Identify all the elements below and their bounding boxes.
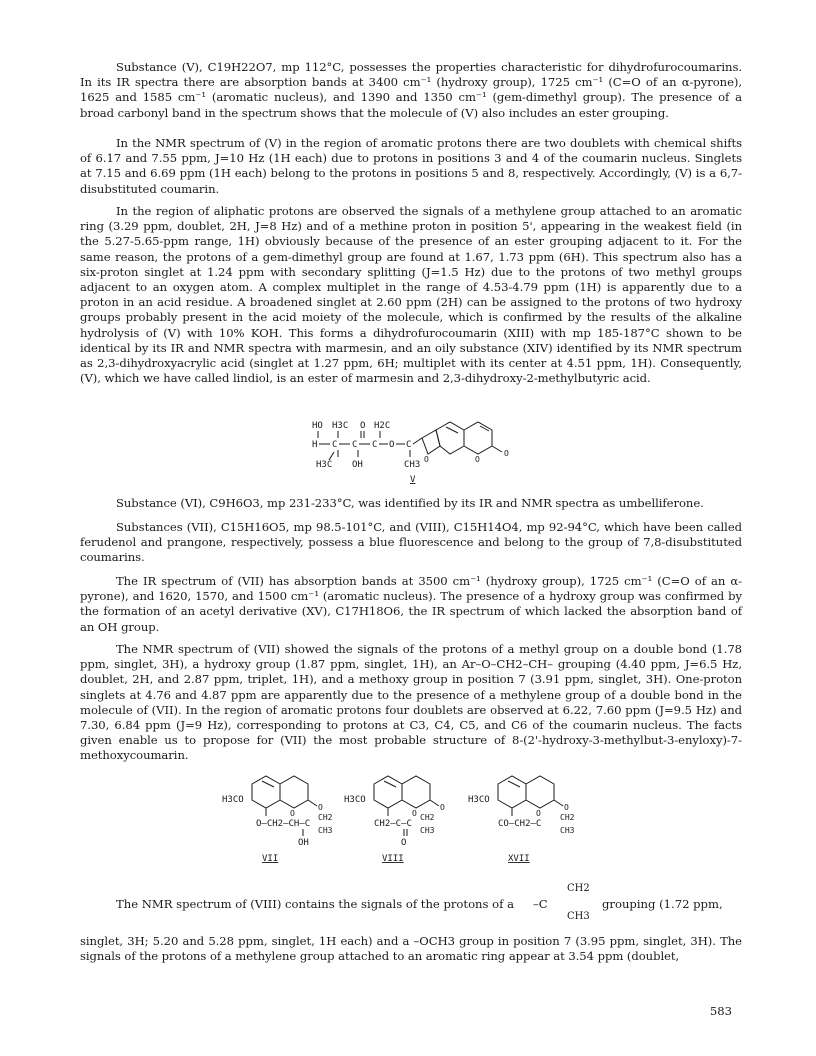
structure-viii-ring-o1: O (412, 809, 417, 818)
paragraph-8-start: The NMR spectrum of (VIII) contains the signals of the protons of a (116, 897, 515, 911)
structure-v-drawing (312, 416, 522, 486)
structure-vii-label: VII (262, 854, 279, 864)
structure-v-c4: C (406, 440, 412, 450)
structure-v-double-bond (446, 427, 458, 433)
structure-v (312, 416, 522, 486)
structure-v-ch3: CH3 (404, 460, 421, 470)
paragraph-8: singlet, 3H; 5.20 and 5.28 ppm, singlet, 1H each) and a –OCH3 group in position 7 (3.95 ppm, singlet, 3H). The signals of the protons of a methylene group attached to an aromatic ring appear at 3.54 ppm (doublet, (80, 934, 742, 964)
structure-v-h3c-bottom: H3C (316, 460, 333, 470)
structure-v-h2c-top: H2C (374, 421, 391, 431)
structure-xvii-ch3: CH3 (560, 826, 575, 835)
structure-v-pyrone-ring (464, 422, 492, 454)
structure-vii-double-bond (262, 781, 274, 787)
structure-v-o-chain: O (389, 440, 395, 450)
structure-v-benzene-ring (436, 422, 464, 454)
structure-v-ho: HO (312, 421, 323, 431)
page-number: 583 (709, 1004, 732, 1018)
paragraph-7-block (80, 642, 742, 764)
paragraph-7: The NMR spectrum of (VII) showed the signals of the protons of a methyl group on a double bond (1.78 ppm, singlet, 3H), a hydroxy group (1.87 ppm, singlet, 1H), an Ar–O–CH2–CH– grouping (4.40 ppm, J=6.5 Hz, doublet, 2H, and 2.87 ppm, triplet, 1H), and a methoxy group in position 7 (3.91 ppm, singlet, 3H). One-proton singlets at 4.76 and 4.87 ppm are apparently due to the presence of a methylene group of a double bond in the molecule of (VII). In the region of aromatic protons four doublets are observed at 6.22, 7.60 ppm (J=9.5 Hz) and 7.30, 6.84 ppm (J=9 Hz), corresponding to protons at C3, C4, C5, and C6 of the coumarin nucleus. The facts given enable us to propose for (VII) the most probable structure of 8-(2'-hydroxy-3-methylbut-3-enyloxy)-7-methoxycoumarin. (80, 642, 742, 763)
structure-vii-drawing (222, 770, 348, 866)
structure-viii-label: VIII (382, 854, 404, 864)
structure-viii-ring-o2: O (440, 803, 445, 812)
structure-v-h3c-top: H3C (332, 421, 349, 431)
structure-viii (344, 770, 470, 866)
structure-xvii-drawing (468, 770, 594, 866)
structure-viii-h3co: H3CO (344, 795, 366, 805)
structure-xvii-benzene-ring (498, 776, 526, 808)
structure-v-ring-o1: O (424, 455, 429, 464)
structure-xvii-h3co: H3CO (468, 795, 490, 805)
paragraph-2: In the NMR spectrum of (V) in the region of aromatic protons there are two doublets with chemical shifts of 6.17 and 7.55 ppm, J=10 Hz (1H each) due to protons in positions 3 and 4 of the coumarin nucleus. Singlets at 7.15 and 6.69 ppm (1H each) belong to the protons in positions 5 and 8, respectively. Accordingly, (V) is a 6,7-disubstituted coumarin. (80, 136, 742, 196)
structure-xvii-double-bond (508, 781, 520, 787)
structure-viii-carbonyl-o: O (401, 838, 407, 848)
paragraph-1: Substance (V), C19H22O7, mp 112°C, possesses the properties characteristic for dihydrofurocoumarins. In its IR spectra there are absorption bands at 3400 cm⁻¹ (hydroxy group), 1725 cm⁻¹ (C=O of an α-pyrone), 1625 and 1585 cm⁻¹ (aromatic nucleus), and 1390 and 1350 cm⁻¹ (gem-dimethyl group). The presence of a broad carbonyl band in the spectrum shows that the molecule of (V) also includes an ester grouping. (80, 60, 742, 120)
inline-group-top: CH2 (567, 883, 590, 894)
structure-xvii (468, 770, 594, 866)
structure-v-bond (492, 446, 502, 452)
structure-xvii-bond (554, 800, 563, 806)
structure-viii-chain: CH2–C–C (374, 819, 412, 829)
structure-vii-bond (308, 800, 317, 806)
structure-viii-ch3: CH3 (420, 826, 435, 835)
structure-xvii-ring-o1: O (536, 809, 541, 818)
structure-xvii-pyrone-ring (526, 776, 554, 808)
structure-viii-double-bond (384, 781, 396, 787)
paragraph-8-block (80, 934, 742, 964)
paragraph-4-block (80, 496, 742, 511)
structure-v-double-bond (480, 426, 489, 431)
structure-v-bond (413, 438, 422, 444)
structure-vii-h3co: H3CO (222, 795, 244, 805)
structure-v-o-top: O (360, 421, 366, 431)
paragraph-2-block (80, 136, 742, 197)
paragraph-3-block (80, 204, 742, 386)
structure-xvii-label: XVII (508, 854, 530, 864)
structure-v-ring-o3: O (504, 449, 509, 458)
structure-vii-chain: O–CH2–CH–C (256, 819, 311, 829)
structure-v-c2: C (352, 440, 358, 450)
structure-vii-pyrone-ring (280, 776, 308, 808)
structure-v-bond (329, 452, 334, 460)
inline-group-bottom: CH3 (567, 911, 590, 922)
structure-vii-ring-o2: O (318, 803, 323, 812)
paragraph-3: In the region of aliphatic protons are observed the signals of a methylene group attached to an aromatic ring (3.29 ppm, doublet, 2H, J=8 Hz) and of a methine proton in position 5', appearing in the weakest field (in the 5.27-5.65-ppm range, 1H) obviously because of the presence of an ester grouping adjacent to it. For the same reason, the protons of a gem-dimethyl group are found at 1.67, 1.73 ppm (6H). This spectrum also has a six-proton singlet at 1.24 ppm with secondary splitting (J=1.5 Hz) due to the protons of two methyl groups adjacent to an oxygen atom. A complex multiplet in the range of 4.53-4.79 ppm (1H) is apparently due to a proton in an acid residue. A broadened singlet at 2.60 ppm (2H) can be assigned to the protons of two hydroxy groups probably present in the acid moiety of the molecule, which is confirmed by the results of the alkaline hydrolysis of (V) with 10% KOH. This forms a dihydrofurocoumarin (XIII) with mp 185-187°C shown to be identical by its IR and NMR spectra with marmesin, and an oily substance (XIV) identified by its NMR spectrum as 2,3-dihydroxyacrylic acid (singlet at 1.27 ppm, 6H; multiplet with its center at 4.51 ppm, 1H). Consequently, (V), which we have called lindiol, is an ester of marmesin and 2,3-dihydroxy-2-methylbutyric acid. (80, 204, 742, 386)
structure-viii-ch2: CH2 (420, 813, 435, 822)
structure-v-oh: OH (352, 460, 363, 470)
paragraph-6-block (80, 574, 742, 635)
structure-viii-drawing (344, 770, 470, 866)
structure-v-c3: C (372, 440, 378, 450)
paragraph-4: Substance (VI), C9H6O3, mp 231-233°C, was identified by its IR and NMR spectra as umbelliferone. (116, 496, 704, 510)
paragraph-8-end: grouping (1.72 ppm, (602, 897, 723, 911)
structure-xvii-chain: CO–CH2–C (498, 819, 542, 829)
structure-vii-ch3: CH3 (318, 826, 333, 835)
structure-vii-oh: OH (298, 838, 309, 848)
structure-v-c1: C (332, 440, 338, 450)
inline-group-c: –C (533, 897, 548, 911)
structure-viii-pyrone-ring (402, 776, 430, 808)
structure-vii-benzene-ring (252, 776, 280, 808)
structure-v-label: V (410, 475, 416, 485)
structure-v-h: H (312, 440, 318, 450)
structure-vii-ring-o1: O (290, 809, 295, 818)
structure-xvii-ring-o2: O (564, 803, 569, 812)
structure-viii-bond (430, 800, 439, 806)
paragraph-5: Substances (VII), C15H16O5, mp 98.5-101°C, and (VIII), C15H14O4, mp 92-94°C, which have been called ferudenol and prangone, respectively, possess a blue fluorescence and belong to the group of 7,8-disubstituted coumarins. (80, 520, 742, 565)
structure-vii-ch2: CH2 (318, 813, 333, 822)
paragraph-5-block (80, 520, 742, 566)
structure-vii (222, 770, 348, 866)
paragraph-1-block (80, 60, 742, 121)
paragraph-6: The IR spectrum of (VII) has absorption bands at 3500 cm⁻¹ (hydroxy group), 1725 cm⁻¹ (C=O of an α-pyrone), and 1620, 1570, and 1500 cm⁻¹ (aromatic nucleus). The presence of a hydroxy group was confirmed by the formation of an acetyl derivative (XV), C17H18O6, the IR spectrum of which lacked the absorption band of an OH group. (80, 574, 742, 634)
structure-viii-benzene-ring (374, 776, 402, 808)
paragraph-8-first-line (80, 883, 742, 925)
structure-xvii-ch2: CH2 (560, 813, 575, 822)
structure-v-ring-o2: O (475, 455, 480, 464)
